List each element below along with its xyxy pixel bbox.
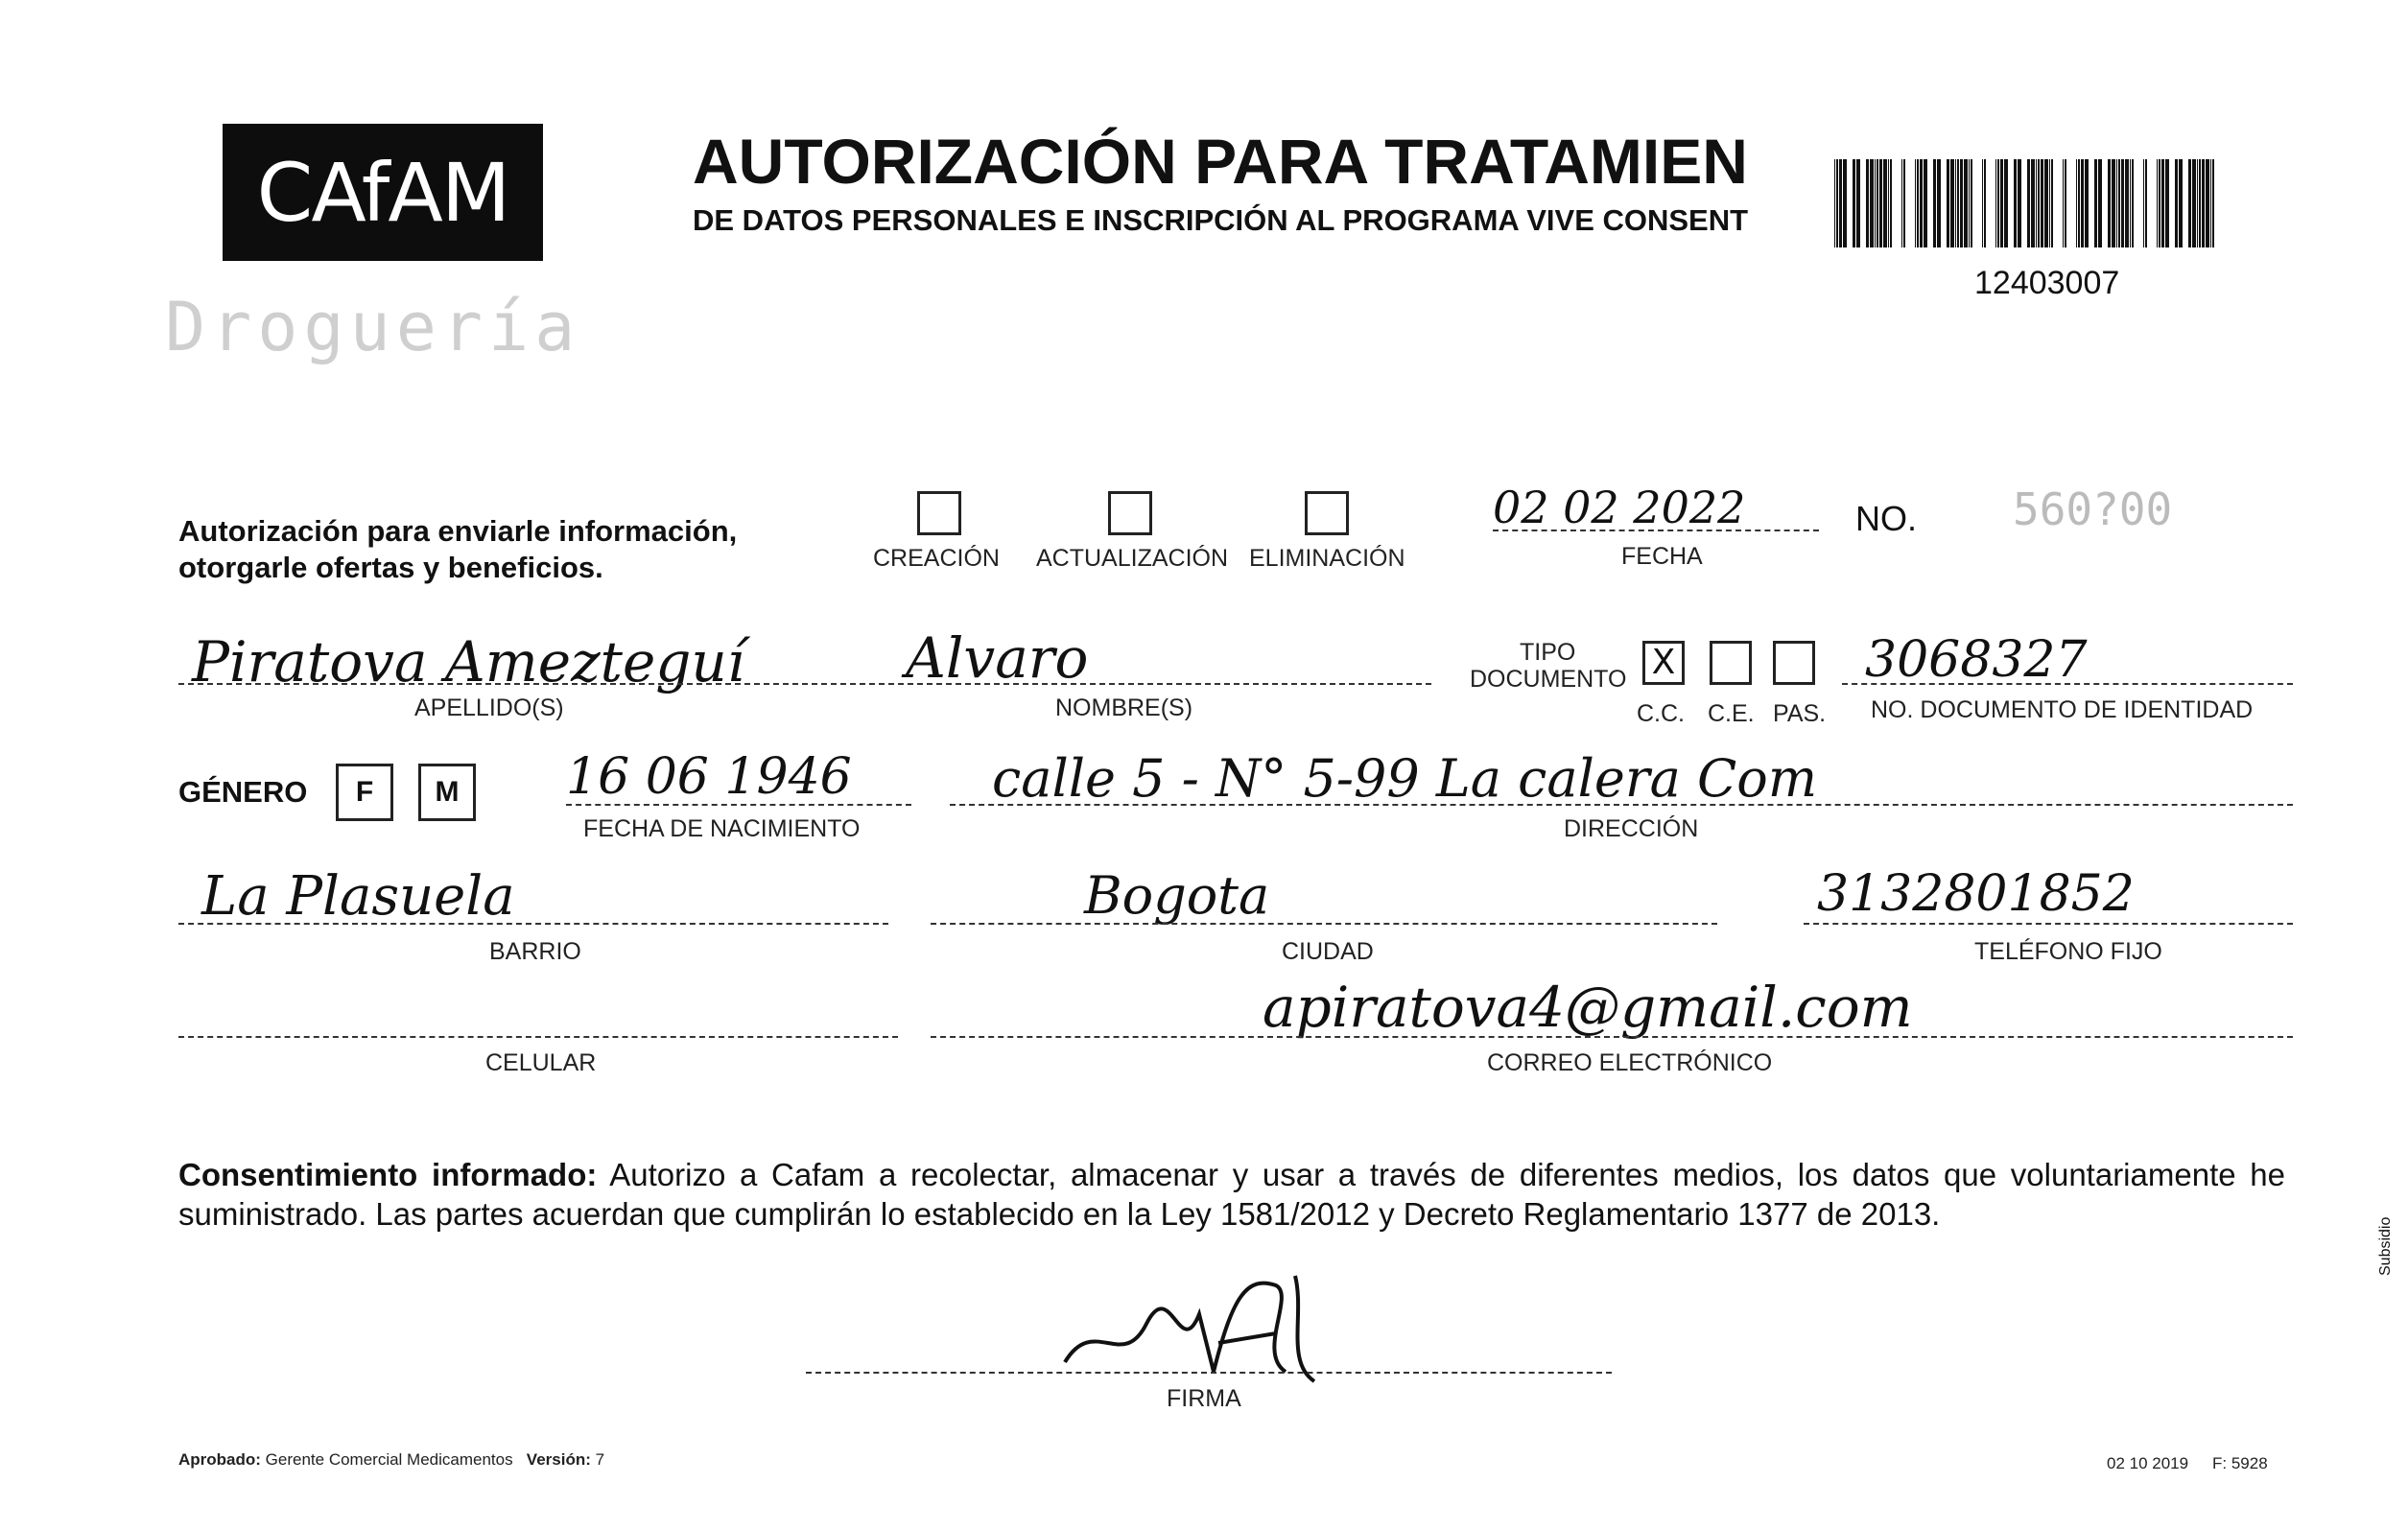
address-underline [950,804,2293,806]
side-text: Subsidio [2377,1216,2394,1276]
birth-date-value[interactable]: 16 06 1946 [566,748,852,806]
no-label: NO. [1855,499,1918,538]
name-label: NOMBRE(S) [1055,694,1193,721]
footer-form-code: F: 5928 [2212,1454,2268,1472]
footer-approved: Aprobado: Gerente Comercial Medicamentos Versión: 7 [178,1450,605,1469]
consent-heading: Consentimiento informado: [178,1157,598,1192]
signature-scribble [1055,1257,1362,1401]
phone-label: TELÉFONO FIJO [1974,938,2162,965]
footer-date: 02 10 2019 [2107,1454,2189,1472]
birth-date-underline [566,804,911,806]
watermark-drogueria: Droguería [165,288,581,366]
checkbox-cc[interactable]: X [1642,641,1685,685]
form-title: AUTORIZACIÓN PARA TRATAMIEN [693,126,1748,196]
doc-type-label-1: TIPO [1520,639,1576,666]
checkbox-eliminacion[interactable] [1305,491,1349,535]
consent-paragraph [178,1155,2285,1234]
date-label: FECHA [1621,543,1703,570]
checkbox-gender-m[interactable]: M [418,764,476,821]
cell-label: CELULAR [485,1049,597,1076]
signature-underline [806,1372,1612,1374]
cell-underline [178,1036,898,1038]
city-label: CIUDAD [1282,938,1374,965]
checkbox-gender-f[interactable]: F [336,764,393,821]
label-actualizacion: ACTUALIZACIÓN [1036,545,1229,572]
name-value[interactable]: Alvaro [906,625,1089,691]
label-ce: C.E. [1708,700,1755,727]
cafam-logo: CAfAM [223,124,543,261]
authorization-label-1: Autorización para enviarle información, [178,514,738,548]
checkbox-creacion[interactable] [917,491,961,535]
surname-value[interactable]: Piratova Amezteguí [192,629,745,694]
date-underline [1493,530,1819,531]
birth-date-label: FECHA DE NACIMIENTO [583,815,861,842]
surname-label: APELLIDO(S) [414,694,564,721]
gender-label: GÉNERO [178,775,308,809]
form-subtitle: DE DATOS PERSONALES E INSCRIPCIÓN AL PROGRAMA VIVE CONSENT [693,203,1749,237]
barrio-label: BARRIO [489,938,581,965]
checkbox-pas[interactable] [1773,641,1815,685]
surname-name-underline [178,683,1431,685]
label-pas: PAS. [1773,700,1827,727]
label-eliminacion: ELIMINACIÓN [1249,545,1405,572]
email-value[interactable]: apiratova4@gmail.com [1263,975,1913,1040]
authorization-label-2: otorgarle ofertas y beneficios. [178,551,603,584]
doc-type-label-2: DOCUMENTO [1470,666,1627,693]
email-label: CORREO ELECTRÓNICO [1487,1049,1773,1076]
barcode-number: 12403007 [1974,265,2120,301]
checkbox-ce[interactable] [1710,641,1752,685]
city-value[interactable]: Bogota [1084,865,1270,926]
phone-underline [1804,923,2293,925]
no-value: 560?00 [2013,483,2173,535]
email-underline [931,1036,2293,1038]
doc-number-value[interactable]: 3068327 [1865,631,2088,689]
doc-number-underline [1842,683,2293,685]
barrio-value[interactable]: La Plasuela [201,865,515,928]
address-label: DIRECCIÓN [1564,815,1699,842]
signature-label: FIRMA [1167,1385,1241,1412]
label-cc: C.C. [1637,700,1685,727]
date-value[interactable]: 02 02 2022 [1493,482,1746,533]
checkbox-actualizacion[interactable] [1108,491,1152,535]
phone-value[interactable]: 3132801852 [1817,865,2135,923]
barcode [1834,159,2218,247]
address-value[interactable]: calle 5 - N° 5-99 La calera Com [992,748,1818,809]
city-underline [931,923,1717,925]
label-creacion: CREACIÓN [873,545,1000,572]
barrio-underline [178,923,888,925]
doc-number-label: NO. DOCUMENTO DE IDENTIDAD [1871,696,2254,723]
consent-text: Autorizo a Cafam a recolectar, almacenar y usar a través de diferentes medios, los datos que voluntariamente he suministrado. Las partes acuerdan que cumplirán lo establecido en la Ley 1581/2012 y Decreto Reglamentario 1377 de 2013. [178,1157,2285,1232]
